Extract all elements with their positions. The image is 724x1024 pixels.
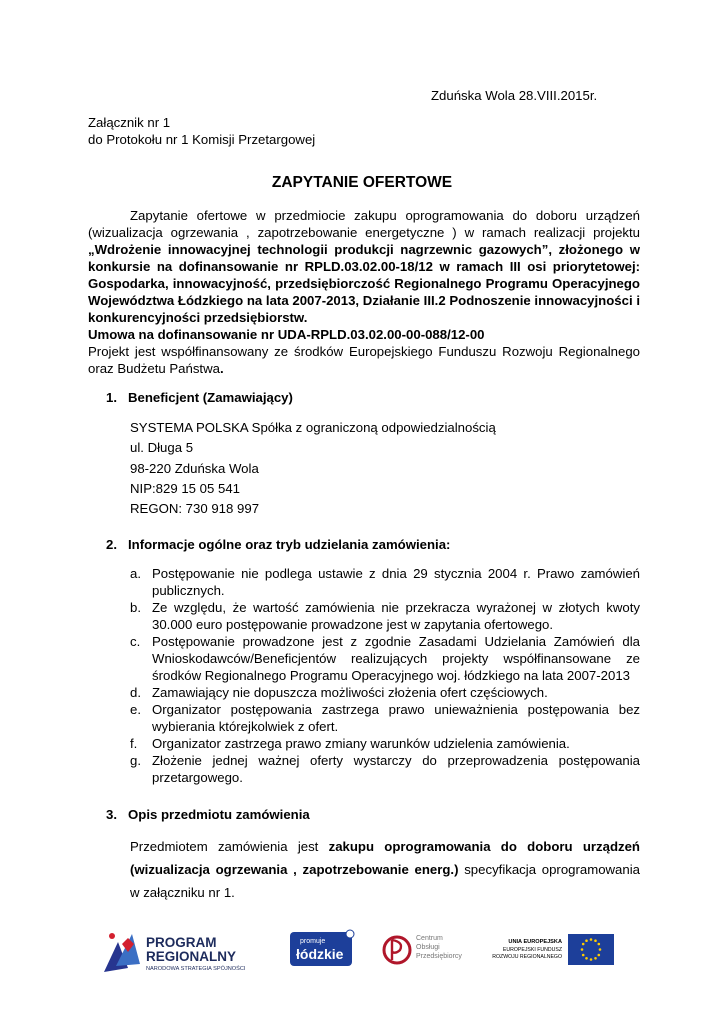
document-date: Zduńska Wola 28.VIII.2015r. — [431, 88, 598, 103]
section-3-number: 3. — [106, 807, 117, 822]
competition-info: złożonego w konkursie na dofinansowanie nr RPLD.03.02.00-18/12 w ramach III osi priorytetowej: Gospodarka, innowacyjność, przedsiębiorczość Regionalnego Programu Operacyjnego Województwa Łódzkiego na lata 2007-2013, Działanie III.2 Podnoszenie innowacyjności i konkurencyjności przedsiębiorstw. — [88, 242, 640, 325]
centrum-line-3: Przedsiębiorcy — [416, 953, 462, 960]
contract-number: Umowa na dofinansowanie nr UDA-RPLD.03.02.00-00-088/12-00 — [88, 327, 485, 342]
list-item-text: Postępowanie nie podlega ustawie z dnia 29 stycznia 2004 r. Prawo zamówień publicznych. — [152, 566, 640, 598]
eu-fund-logo — [492, 934, 614, 965]
list-item-text: Zamawiający nie dopuszcza możliwości złożenia ofert częściowych. — [152, 685, 548, 700]
program-regionalny-logo — [104, 933, 246, 972]
list-item-letter: e. — [130, 702, 141, 717]
centrum-line-1: Centrum — [416, 935, 443, 942]
beneficiary-name: SYSTEMA POLSKA Spółka z ograniczoną odpowiedzialnością — [130, 420, 496, 435]
eu-line-1: UNIA EUROPEJSKA — [508, 939, 562, 945]
eu-line-2: EUROPEJSKI FUNDUSZ — [502, 947, 562, 953]
intro-text: Zapytanie ofertowe w przedmiocie zakupu oprogramowania do doboru urządzeń (wizualizacja ogrzewania , zapotrzebowanie energetyczne ) w ramach realizacji projektu — [88, 208, 640, 240]
list-item-letter: b. — [130, 600, 141, 615]
beneficiary-address — [130, 418, 496, 519]
list-item-text: Organizator zastrzega prawo zmiany warunków udzielenia zamówienia. — [152, 736, 570, 751]
document-title: ZAPYTANIE OFERTOWE — [271, 174, 453, 191]
list-item-text: Ze względu, że wartość zamówienia nie przekracza wyrażonej w złotych kwoty 30.000 euro postępowanie prowadzone jest w zapytania ofertowego. — [152, 600, 640, 632]
lodzkie-top: promuje — [300, 938, 326, 945]
beneficiary-regon: REGON: 730 918 997 — [130, 501, 260, 517]
promuje-lodzkie-logo — [290, 930, 354, 966]
order-description — [130, 835, 640, 904]
section-3-heading — [88, 806, 310, 823]
program-line-3: NARODOWA STRATEGIA SPÓJNOŚCI — [146, 966, 246, 972]
section-2-heading — [88, 536, 450, 553]
order-text-end: specyfikacja oprogramowania w załączniku nr 1. — [130, 862, 640, 900]
list-item — [130, 599, 640, 633]
list-item-letter: g. — [130, 753, 141, 768]
intro-paragraph — [88, 207, 640, 377]
section-1-heading — [88, 389, 293, 406]
order-text-start: Przedmiotem zamówienia jest — [130, 839, 329, 854]
attachment-reference — [88, 114, 315, 148]
list-item-text: Złożenie jednej ważnej oferty wystarczy do przeprowadzenia postępowania przetargowego. — [152, 753, 640, 785]
list-item-letter: a. — [130, 566, 141, 581]
lodzkie-main: łódzkie — [296, 946, 344, 962]
centrum-line-2: Obsługi — [416, 944, 440, 951]
list-item-text: Organizator postępowania zastrzega prawo unieważnienia postępowania bez wybierania którejkolwiek z ofert. — [152, 702, 640, 734]
section-2-number: 2. — [106, 537, 117, 552]
list-item — [130, 701, 640, 735]
centrum-obslugi-logo — [384, 935, 462, 963]
program-line-2: REGIONALNY — [146, 949, 237, 964]
beneficiary-city: 98-220 Zduńska Wola — [130, 460, 259, 476]
attachment-line-2: do Protokołu nr 1 Komisji Przetargowej — [88, 132, 316, 147]
beneficiary-street: ul. Długa 5 — [130, 440, 194, 456]
beneficiary-nip: NIP:829 15 05 541 — [130, 480, 240, 496]
project-name: „Wdrożenie innowacyjnej technologii produkcji nagrzewnic gazowych”, — [88, 242, 552, 257]
list-item-letter: c. — [130, 634, 141, 649]
list-item — [130, 735, 640, 752]
section-1-title: Beneficjent (Zamawiający) — [128, 390, 293, 405]
list-item — [130, 565, 640, 599]
cofinance-period: . — [219, 361, 224, 376]
program-line-1: PROGRAM — [146, 935, 217, 950]
general-info-list — [130, 565, 640, 786]
section-1-number: 1. — [106, 390, 117, 405]
order-subject: zakupu oprogramowania do doboru urządzeń (wizualizacja ogrzewania , zapotrzebowanie energ.) — [130, 839, 640, 877]
funding-logos-bar — [0, 920, 724, 980]
eu-line-3: ROZWOJU REGIONALNEGO — [492, 954, 562, 960]
list-item-letter: d. — [130, 685, 141, 700]
list-item — [130, 684, 640, 701]
list-item-letter: f. — [130, 736, 138, 751]
list-item — [130, 752, 640, 786]
section-3-title: Opis przedmiotu zamówienia — [128, 807, 310, 822]
attachment-line-1: Załącznik nr 1 — [88, 115, 171, 130]
list-item — [130, 633, 640, 684]
cofinance-text: Projekt jest współfinansowany ze środków Europejskiego Funduszu Rozwoju Regionalnego oraz Budżetu Państwa — [88, 344, 640, 376]
list-item-text: Postępowanie prowadzone jest z zgodnie Zasadami Udzielania Zamówień dla Wnioskodawców/Beneficjentów realizujących projekty współfinansowane ze środków Regionalnego Programu Operacyjnego woj. łódzkiego na lata 2007-2013 — [152, 634, 640, 683]
section-2-title: Informacje ogólne oraz tryb udzielania zamówienia: — [128, 537, 451, 552]
